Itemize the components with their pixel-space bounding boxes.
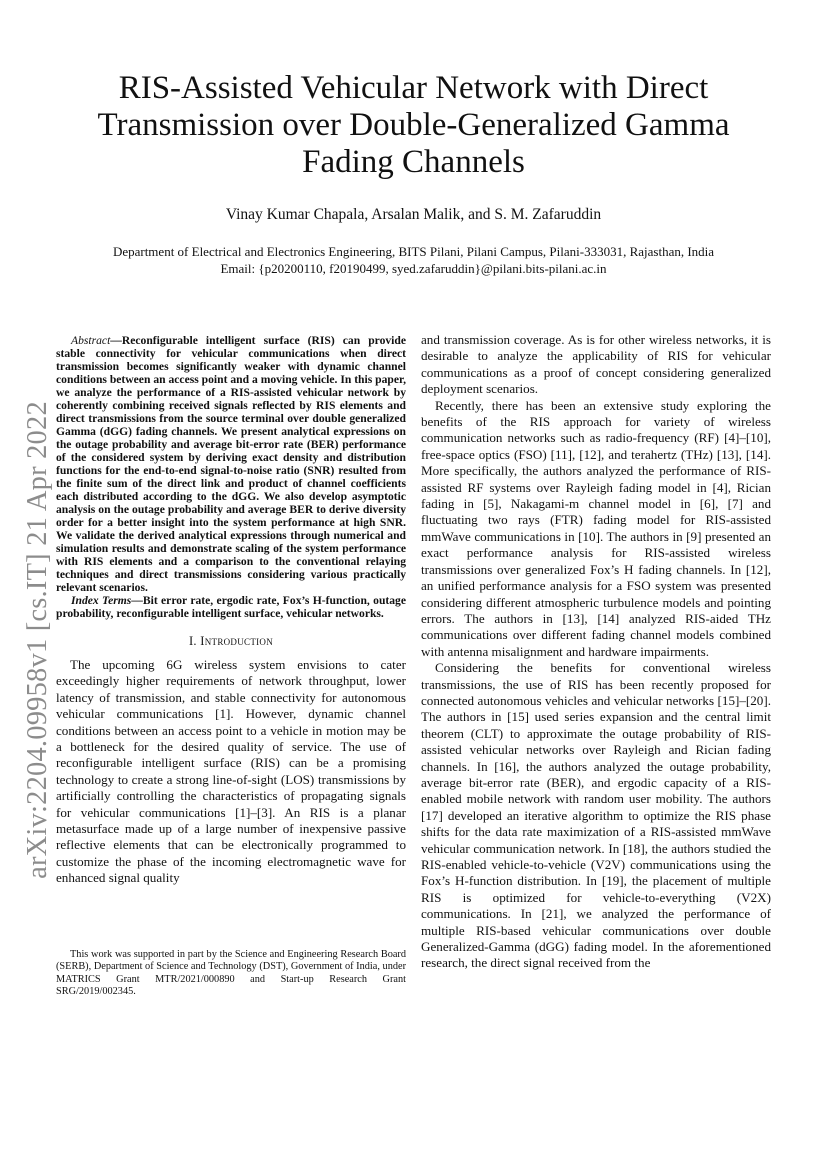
right-column (421, 332, 771, 972)
left-column (56, 334, 406, 887)
affiliation (40, 243, 787, 277)
abstract-label: Abstract (71, 334, 111, 347)
body-paragraph: and transmission coverage. As is for other wireless networks, it is desirable to analyze the applicability of RIS for vehicular communications as a proof of concept considering generalized deployment scenarios. (421, 332, 771, 397)
arxiv-identifier: arXiv:2204.09958v1 [cs.IT] 21 Apr 2022 (22, 401, 53, 879)
index-terms-label: Index Terms (71, 594, 132, 607)
title-line: Fading Channels (302, 144, 525, 180)
affiliation-department: Department of Electrical and Electronics Engineering, BITS Pilani, Pilani Campus, Pilani-333031, Rajasthan, India (112, 244, 715, 259)
author-list: Vinay Kumar Chapala, Arsalan Malik, and S. M. Zafaruddin (225, 206, 602, 223)
paper-title (70, 70, 757, 181)
title-line: RIS-Assisted Vehicular Network with Direct (118, 70, 709, 106)
arxiv-stamp (18, 375, 58, 905)
abstract (56, 334, 406, 594)
index-terms-text: —Bit error rate, ergodic rate, Fox’s H-function, outage probability, reconfigurable intelligent surface, vehicular networks. (56, 594, 406, 620)
body-paragraph: The upcoming 6G wireless system envisions to cater exceedingly higher requirements of network throughput, lower latency of transmission, and stable connectivity for autonomous vehicular communications [1]. However, dynamic channel conditions between an access point to a vehicle in motion may be a bottleneck for the desired quality of service. The use of reconfigurable intelligent surface (RIS) can be a promising technology to create a strong line-of-sight (LOS) transmissions by artificially controlling the characteristics of propagating signals for vehicular communications [1]–[3]. An RIS is a planar metasurface made up of a large number of inexpensive passive reflective elements that can be electronically programmed to customize the phase of the incoming electromagnetic wave for enhanced signal quality (56, 657, 406, 886)
index-terms (56, 594, 406, 620)
body-paragraph: Recently, there has been an extensive study exploring the benefits of the RIS approach for variety of wireless communication networks such as radio-frequency (RF) [4]–[10], free-space optics (FSO) [11], [12], and terahertz (THz) [13], [14]. More specifically, the authors analyzed the performance of RIS-assisted RF systems over Rayleigh fading model in [4], Rician fading in [5], Nakagami-m channel model in [6], [7] and fluctuating two rays (FTR) fading model for RIS-assisted mmWave communications in [10]. The authors in [9] presented an exact performance analysis for RIS-assisted wireless transmissions over generalized Fox’s H fading channels. In [12], an unified performance analysis for a FSO system was presented considering different atmospheric turbulence models and pointing errors. The authors in [13], [14] analyzed RIS-aided THz communications over different fading channel models combined with antenna misalignment and hardware impairments. (421, 397, 771, 659)
title-line: Transmission over Double-Generalized Gamma (97, 107, 730, 143)
funding-footnote: This work was supported in part by the Science and Engineering Research Board (SERB), Department of Science and Technology (DST), Government of India, under MATRICS Grant MTR/2021/000890 and Start-up Research Grant SRG/2019/002345. (56, 949, 406, 998)
body-paragraph: Considering the benefits for conventional wireless transmissions, the use of RIS has been recently proposed for connected autonomous vehicles and vehicular networks [15]–[20]. The authors in [15] used series expansion and the central limit theorem (CLT) to approximate the outage probability of RIS-assisted vehicular networks over Rayleigh and Rician fading channels. In [16], the authors analyzed the outage probability, average bit-error rate (BER), and ergodic capacity of a RIS-enabled mobile network with random user mobility. The authors [17] developed an iterative algorithm to optimize the RIS phase shifts for the data rate maximization of a RIS-assisted mmWave vehicular communication network. In [18], the authors studied the RIS-enabled vehicle-to-vehicle (V2V) communications using the Fox’s H-function distribution. In [19], the placement of multiple RIS is optimized for vehicle-to-everything (V2X) communications. In [21], we analyzed the performance of multiple RIS-based vehicular communications over double Generalized-Gamma (dGG) fading model. In the aforementioned research, the direct signal received from the (421, 660, 771, 971)
section-heading-introduction: I. Introduction (188, 634, 274, 648)
abstract-text: —Reconfigurable intelligent surface (RIS) can provide stable connectivity for vehicular communications when direct transmission becomes significantly weaker with dynamic channel conditions between an access point and a moving vehicle. In this paper, we analyze the performance of a RIS-assisted vehicular network by coherently combining received signals reflected by RIS elements and direct transmissions from the source terminal over double generalized Gamma (dGG) fading channels. We present analytical expressions on the outage probability and average bit-error rate (BER) performance of the considered system by deriving exact density and distribution functions for the end-to-end signal-to-noise ratio (SNR) resulted from the finite sum of the direct link and product of channel coefficients each distributed according to the dGG. We also develop asymptotic analysis on the outage probability and average BER to derive diversity order for a better insight into the system performance at high SNR. We validate the derived analytical expressions through numerical and simulation results and demonstrate scaling of the system performance with RIS elements and a comparison to the conventional relaying techniques and direct transmissions considering various practically relevant scenarios. (56, 334, 406, 594)
affiliation-email: Email: {p20200110, f20190499, syed.zafaruddin}@pilani.bits-pilani.ac.in (220, 261, 607, 276)
